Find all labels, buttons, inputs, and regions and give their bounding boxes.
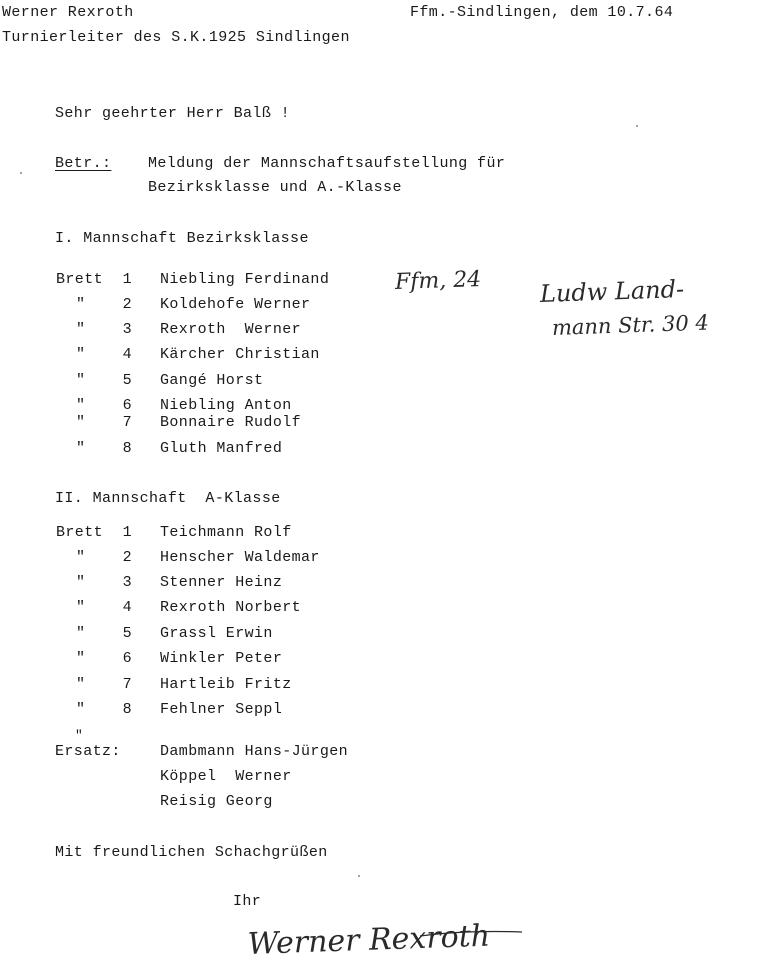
board-number: 1 [122, 271, 132, 288]
handwritten-note-part1: Ffm, 24 [394, 266, 482, 295]
player-row [56, 346, 416, 364]
scan-speck [358, 875, 360, 877]
board-number: 1 [122, 524, 132, 541]
player-name: Gangé Horst [160, 372, 264, 389]
board-number: 2 [122, 549, 132, 566]
ditto-mark: " [76, 599, 86, 616]
team1-heading: I. Mannschaft Bezirksklasse [55, 230, 309, 247]
player-row [56, 650, 416, 668]
board-number: 5 [122, 625, 132, 642]
ditto-mark: " [76, 650, 86, 667]
board-number: 8 [122, 701, 132, 718]
player-row [56, 599, 416, 617]
player-name: Rexroth Werner [160, 321, 302, 338]
signature-image [240, 918, 530, 968]
subject-line-1: Meldung der Mannschaftsaufstellung für [148, 155, 506, 172]
substitute-2: Köppel Werner [160, 768, 292, 785]
ditto-mark: " [76, 574, 86, 591]
ditto-mark: " [76, 321, 86, 338]
ditto-mark: " [76, 549, 86, 566]
player-name: Koldehofe Werner [160, 296, 311, 313]
signoff: Ihr [233, 893, 262, 910]
player-name: Rexroth Norbert [160, 599, 302, 616]
substitute-1: Dambmann Hans-Jürgen [160, 743, 349, 760]
board-label: Brett [56, 271, 104, 288]
closing: Mit freundlichen Schachgrüßen [55, 844, 328, 861]
sender-role: Turnierleiter des S.K.1925 Sindlingen [2, 29, 350, 46]
ditto-mark: " [76, 372, 86, 389]
sender-name: Werner Rexroth [2, 4, 134, 21]
player-name: Bonnaire Rudolf [160, 414, 302, 431]
ditto-mark: " [76, 701, 86, 718]
ditto-mark: " [76, 296, 86, 313]
handwritten-note-line2: mann Str. 30 4 [551, 310, 710, 340]
board-number: 6 [122, 650, 132, 667]
player-row [56, 440, 416, 458]
player-name: Henscher Waldemar [160, 549, 320, 566]
player-name: Kärcher Christian [160, 346, 320, 363]
player-row [56, 397, 416, 415]
player-row [56, 676, 416, 694]
player-row [56, 372, 416, 390]
place-date: Ffm.-Sindlingen, dem 10.7.64 [410, 4, 674, 21]
player-name: Winkler Peter [160, 650, 283, 667]
board-number: 7 [122, 414, 132, 431]
team2-heading: II. Mannschaft A-Klasse [55, 490, 281, 507]
board-number: 7 [122, 676, 132, 693]
board-label: Brett [56, 524, 104, 541]
board-number: 2 [122, 296, 132, 313]
player-name: Niebling Anton [160, 397, 292, 414]
ditto-mark: " [76, 346, 86, 363]
player-row [56, 524, 416, 542]
player-name: Stenner Heinz [160, 574, 283, 591]
subject-line-2: Bezirksklasse und A.-Klasse [148, 179, 402, 196]
player-row [56, 701, 416, 719]
ditto-mark: " [76, 440, 86, 457]
ditto-mark: " [76, 397, 86, 414]
salutation: Sehr geehrter Herr Balß ! [55, 105, 291, 122]
player-row [56, 549, 416, 567]
subject-label: Betr.: [55, 155, 112, 172]
board-number: 4 [122, 599, 132, 616]
player-row [56, 625, 416, 643]
board-number: 5 [122, 372, 132, 389]
board-number: 8 [122, 440, 132, 457]
substitutes-label: Ersatz: [55, 743, 121, 760]
player-name: Hartleib Fritz [160, 676, 292, 693]
player-row [56, 414, 416, 432]
scan-speck [20, 172, 22, 174]
player-row [56, 574, 416, 592]
ditto-mark: " [76, 625, 86, 642]
board-number: 4 [122, 346, 132, 363]
player-name: Gluth Manfred [160, 440, 283, 457]
player-name: Fehlner Seppl [160, 701, 283, 718]
player-row [56, 321, 416, 339]
ditto-mark: " [76, 414, 86, 431]
player-name: Niebling Ferdinand [160, 271, 330, 288]
player-name: Teichmann Rolf [160, 524, 292, 541]
signature: Werner Rexroth [247, 918, 491, 962]
player-row [56, 296, 416, 314]
substitute-3: Reisig Georg [160, 793, 273, 810]
ditto-mark: " [76, 676, 86, 693]
player-name: Grassl Erwin [160, 625, 273, 642]
scan-speck [636, 125, 638, 127]
handwritten-note-part2: Ludw Land- [539, 274, 685, 308]
player-row [56, 271, 416, 289]
board-number: 3 [122, 321, 132, 338]
board-number: 3 [122, 574, 132, 591]
stray-ditto-mark: " [75, 728, 84, 743]
board-number: 6 [122, 397, 132, 414]
